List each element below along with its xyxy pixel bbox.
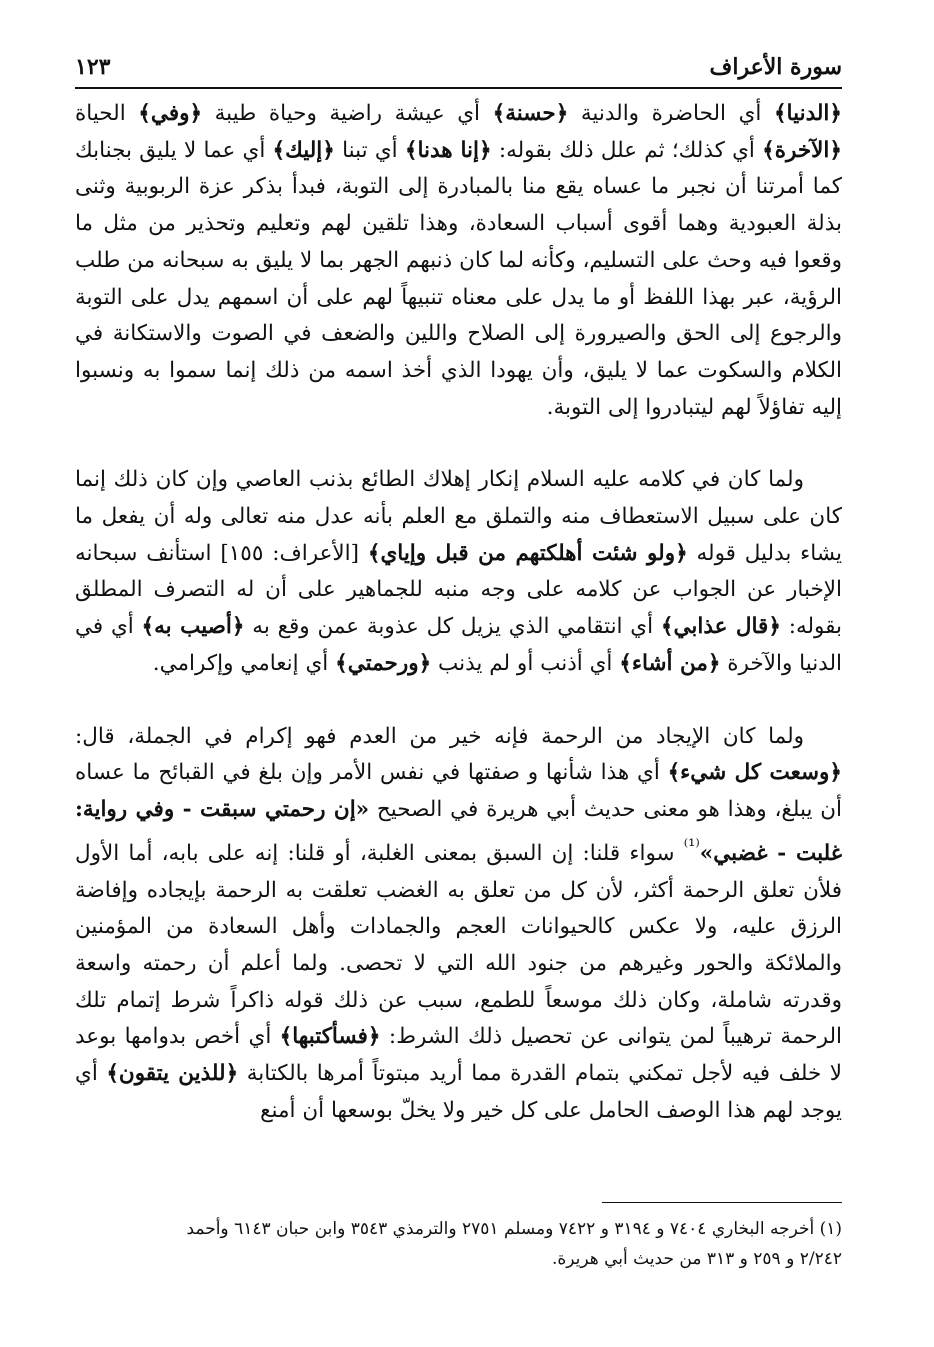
page-number: ١٢٣ bbox=[75, 54, 111, 80]
quran-quote: ﴿قال عذابي﴾ bbox=[660, 614, 781, 640]
quran-quote: ﴿للذين يتقون﴾ bbox=[106, 1061, 239, 1087]
text-segment: أي عما لا يليق بجنابك كما أمرتنا أن نجبر ما عساه يقع منا بالمبادرة إلى التوبة، فبدأ بذكر عزة الربوبية وثنى بذلة العبودية وهما أقوى أسباب السعادة، وهذا تلقين لهم وتعليم وتحذير من مثل ما وقعوا فيه وحث على التسليم، وكأنه لما كان ذنبهم الجهر بما لا يليق به سبحانه من طلب الرؤية، عبر بهذا اللفظ أو ما يدل على معناه تنبيهاً لهم على أن اسمهم يدل على التوبة والرجوع إلى الحق والصيرورة إلى الصلاح واللين والضعف في الصوت والاستكانة في الكلام والسكوت عما لا يليق، وأن يهودا الذي أخذ اسمه من ذلك إنما سموا به ونسبوا إليه تفاؤلاً لهم ليتبادروا إلى التوبة. bbox=[75, 137, 842, 420]
text-segment: أي هذا شأنها و صفتها في نفس الأمر وإن بلغ في القبائح ما عساه أن يبلغ، وهذا هو معنى حديث أبي هريرة في الصحيح bbox=[75, 760, 842, 822]
text-segment: ولما كان الإيجاد من الرحمة فإنه خير من العدم فهو إكرام في الجملة، قال: bbox=[75, 723, 804, 749]
quran-quote: ﴿ولو شئت أهلكتهم من قبل وإياي﴾ bbox=[367, 540, 688, 566]
quran-quote: «إن رحمتي سبقت - وفي رواية: غلبت - غضبي» bbox=[75, 796, 843, 866]
quran-quote: ﴿الآخرة﴾ bbox=[762, 137, 842, 163]
text-segment: الحياة bbox=[75, 101, 139, 126]
footnote-divider bbox=[602, 1202, 842, 1203]
quran-quote: ﴿وسعت كل شيء﴾ bbox=[667, 760, 843, 786]
quran-quote: ﴿وفي﴾ bbox=[138, 101, 203, 126]
quran-quote: ﴿الدنيا﴾ bbox=[773, 101, 842, 126]
quran-quote: ﴿أصيب به﴾ bbox=[141, 614, 245, 640]
text-segment: سواء قلنا: إن السبق بمعنى الغلبة، أو قلنا: إنه على بابه، أما الأول فلأن تعلق الرحمة أكثر، لأن كل من تعلق به الغضب تعلقت به الرحمة بإيجاده وإفاضة الرزق عليه، ولا عكس كالحيوانات العجم والجمادات وأهل السعادة من المؤمنين والملائكة والحور وغيرهم من جنود الله التي لا تحصى. ولما أعلم أن رحمته واسعة وقدرته شاملة، وكان ذلك موسعاً للطمع، سبب عن ذلك قوله ذاكراً شرط إتمام تلك الرحمة ترهيباً لمن يتوانى عن تحصيل ذلك الشرط: bbox=[75, 840, 842, 1050]
quran-quote: ﴿فسأكتبها﴾ bbox=[279, 1024, 381, 1050]
text-segment: أي عيشة راضية وحياة طيبة bbox=[202, 101, 493, 126]
text-segment: أي في الدنيا والآخرة bbox=[75, 614, 842, 676]
header-divider bbox=[75, 87, 842, 89]
footnote-1-line-2: ٢/٢٤٢ و ٢٥٩ و ٣١٣ من حديث أبي هريرة. bbox=[551, 1249, 842, 1269]
paragraph-3 bbox=[75, 719, 842, 1130]
paragraph-2 bbox=[75, 462, 842, 682]
quran-quote: ﴿إليك﴾ bbox=[272, 137, 335, 163]
footnote-1-line-1: (١) أخرجه البخاري ٧٤٠٤ و ٣١٩٤ و ٧٤٢٢ ومسلم ٢٧٥١ والترمذي ٣٥٤٣ وابن حبان ٦١٤٣ وأحمد bbox=[186, 1219, 842, 1239]
main-text bbox=[75, 96, 842, 1129]
text-segment: أي يوجد لهم هذا الوصف الحامل على كل خير ولا يخلّ بوسعها أن أمنع bbox=[75, 1061, 842, 1123]
paragraph-1 bbox=[75, 96, 842, 426]
footnote-marker: ⁽¹⁾ bbox=[683, 835, 700, 857]
quran-quote: ﴿حسنة﴾ bbox=[492, 101, 569, 126]
text-segment: أي إنعامي وإكرامي. bbox=[152, 650, 336, 676]
quran-quote: ﴿من أشاء﴾ bbox=[619, 650, 721, 676]
text-segment: أي أذنب أو لم يذنب bbox=[431, 650, 620, 676]
text-segment: أي كذلك؛ ثم علل ذلك بقوله: bbox=[491, 137, 763, 163]
footnotes bbox=[75, 1214, 842, 1274]
text-segment: أي أخص بدوامها بوعد لا خلف فيه لأجل تمكني بتمام القدرة مما أريد مبتوتاً أمرها بالكتابة bbox=[75, 1024, 843, 1087]
quran-quote: ﴿إنا هدنا﴾ bbox=[404, 137, 492, 163]
page-header bbox=[75, 46, 842, 86]
text-segment: [الأعراف: ١٥٥] استأنف سبحانه الإخبار عن الجواب عن كلامه على وجه منبه للجماهير على أن له التصرف المطلق بقوله: bbox=[75, 540, 842, 640]
text-segment: أي انتقامي الذي يزيل كل عذوبة عمن وقع به bbox=[244, 614, 661, 640]
surah-title: سورة الأعراف bbox=[709, 54, 842, 80]
text-segment: ولما كان في كلامه عليه السلام إنكار إهلاك الطائع بذنب العاصي وإن كان ذلك إنما كان على سبيل الاستعطاف منه والتملق مع العلم بأنه عدل منه تعالى وله أن يفعل ما يشاء بدليل قوله bbox=[75, 467, 843, 566]
quran-quote: ﴿ورحمتي﴾ bbox=[335, 650, 432, 676]
text-segment: أي تبنا bbox=[334, 137, 405, 163]
text-segment: أي الحاضرة والدنية bbox=[568, 101, 774, 126]
